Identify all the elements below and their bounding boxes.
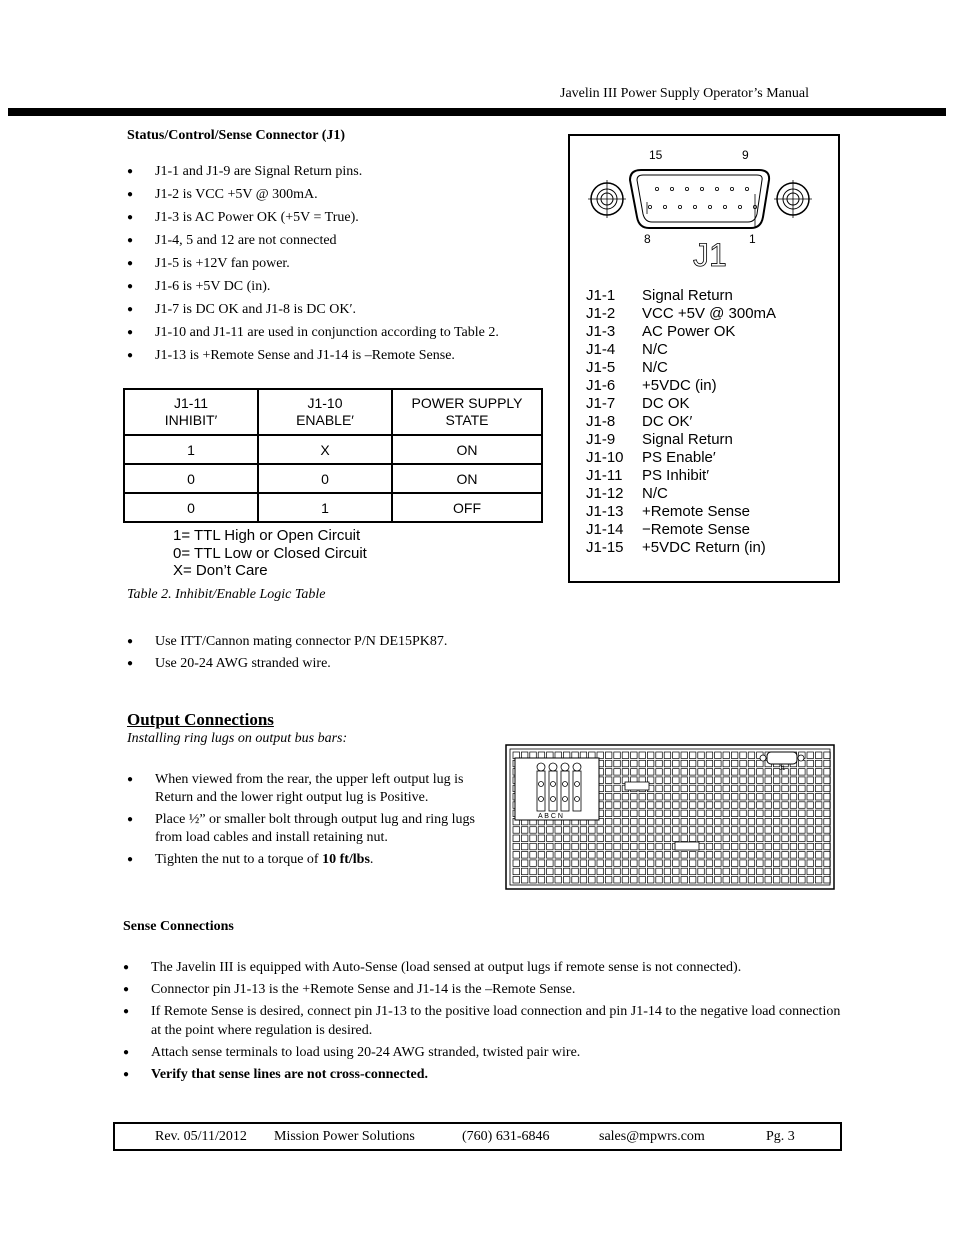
pin-desc: AC Power OK [642,323,736,340]
header-rule [8,108,946,116]
pin-desc: Signal Return [642,431,733,448]
table-header-row [124,389,542,435]
db15-connector-diagram [585,142,825,277]
pin-desc: N/C [642,359,668,376]
pin-row [586,287,776,305]
table-header-cell: POWER SUPPLY STATE [392,389,542,435]
pin-label-15: 15 [649,148,663,162]
panel-j1-label: J1 [779,766,786,772]
pin-id: J1-8 [586,413,616,430]
table-cell: X [258,435,392,464]
list-item: ● J1-10 and J1-11 are used in conjunction according to Table 2. [127,321,557,344]
pin-desc: DC OK′ [642,413,693,430]
list-item: ● Place ½” or smaller bolt through output lug and ring lugs from load cables and install retaining nut. [127,811,492,847]
pin-label-8: 8 [644,232,651,246]
list-item: ● J1-3 is AC Power OK (+5V = True). [127,206,557,229]
mounting-screw-icon [774,180,812,218]
pin-id: J1-3 [586,323,616,340]
output-section-subtitle: Installing ring lugs on output bus bars: [127,731,348,746]
table-header-cell: J1-10 ENABLE′ [258,389,392,435]
pin-id: J1-2 [586,305,616,322]
table-cell: 0 [124,464,258,493]
pin-id: J1-11 [586,467,623,484]
pin-row [655,187,748,190]
footer-company: Mission Power Solutions [274,1129,415,1144]
torque-suffix: . [369,852,374,867]
j1-bullet-list [127,160,557,367]
pin-row [586,485,776,503]
list-item: ● The Javelin III is equipped with Auto-Sense (load sensed at output lugs if remote sense is not connected). [123,958,843,977]
table-row [124,493,542,522]
pin-id: J1-14 [586,521,624,538]
legend-line: X= Don’t Care [173,562,268,579]
pin-row [586,503,776,521]
list-item: ● Attach sense terminals to load using 20-24 AWG stranded, twisted pair wire. [123,1043,843,1062]
pin-label-1: 1 [749,232,756,246]
pin-id: J1-6 [586,377,616,394]
pin-desc: VCC +5V @ 300mA [642,305,777,322]
list-item: ● J1-4, 5 and 12 are not connected [127,229,557,252]
pin-row [586,449,776,467]
pin-id: J1-7 [586,395,616,412]
table-cell: 0 [258,464,392,493]
pin-desc: +5VDC Return (in) [642,539,766,556]
pin-id: J1-1 [586,287,616,304]
j1-section-title: Status/Control/Sense Connector (J1) [127,128,346,143]
table-legend [173,527,367,580]
rear-panel-diagram [505,744,835,890]
pin-row [586,539,776,557]
pin-id: J1-5 [586,359,616,376]
list-item: ● If Remote Sense is desired, connect pin J1-13 to the positive load connection and pin J1-14 to the negative load connection at the point where regulation is desired. [123,1002,843,1040]
pin-desc: −Remote Sense [642,521,750,538]
inhibit-enable-table [123,388,543,523]
pin-assignment-list [586,287,776,557]
list-item: ● Connector pin J1-13 is the +Remote Sense and J1-14 is the –Remote Sense. [123,980,843,999]
list-item [127,851,492,869]
pin-label-9: 9 [742,148,749,162]
pin-desc: PS Enable′ [642,449,716,466]
pin-row [586,359,776,377]
pin-desc: +5VDC (in) [642,377,717,394]
table-cell: ON [392,435,542,464]
table-cell: ON [392,464,542,493]
footer-phone: (760) 631-6846 [462,1129,550,1144]
sense-section-title: Sense Connections [123,919,234,934]
pin-desc: DC OK [642,395,690,412]
output-section-title: Output Connections [127,710,274,729]
pin-id: J1-12 [586,485,624,502]
pin-row [586,377,776,395]
pin-row [586,521,776,539]
table-cell: 0 [124,493,258,522]
torque-value: 10 ft/lbs [322,852,370,867]
fuse-holder-icon [675,842,699,850]
table-cell: OFF [392,493,542,522]
table-row [124,464,542,493]
table-cell: 1 [258,493,392,522]
pin-desc: +Remote Sense [642,503,750,520]
list-item: ● J1-6 is +5V DC (in). [127,275,557,298]
list-item: ● When viewed from the rear, the upper left output lug is Return and the lower right output lug is Positive. [127,771,492,807]
page-footer [113,1122,842,1151]
pin-row [586,467,776,485]
running-header: Javelin III Power Supply Operator’s Manual [560,86,809,101]
pin-desc: Signal Return [642,287,733,304]
fuse-holder-icon [625,782,649,790]
table-row [124,435,542,464]
pin-row [586,413,776,431]
pin-row [586,341,776,359]
legend-line: 0= TTL Low or Closed Circuit [173,544,367,562]
warning-item: ● Verify that sense lines are not cross-connected. [123,1065,843,1084]
output-bullet-list [127,771,492,873]
pin-desc: N/C [642,485,668,502]
list-item: ● Use 20-24 AWG stranded wire. [127,653,547,675]
pin-id: J1-10 [586,449,624,466]
footer-email[interactable]: sales@mpwrs.com [599,1129,705,1144]
list-item: ● J1-1 and J1-9 are Signal Return pins. [127,160,557,183]
sense-bullet-list [123,958,843,1084]
footer-revision: Rev. 05/11/2012 [155,1129,247,1144]
mounting-screw-icon [588,180,626,218]
table-cell: 1 [124,435,258,464]
list-item: ● Use ITT/Cannon mating connector P/N DE15PK87. [127,631,547,653]
torque-prefix: Tighten the nut to a torque of [155,852,323,867]
pin-id: J1-4 [586,341,616,358]
footer-page-number: Pg. 3 [766,1129,795,1144]
pin-row [586,323,776,341]
mating-bullet-list [127,631,547,675]
pin-desc: N/C [642,341,668,358]
list-item: ● J1-2 is VCC +5V @ 300mA. [127,183,557,206]
pin-row [648,205,756,208]
pin-id: J1-15 [586,539,624,556]
connector-name: J1 [693,237,727,273]
table-caption: Table 2. Inhibit/Enable Logic Table [127,587,326,602]
legend-line: 1= TTL High or Open Circuit [173,527,361,544]
pin-row [586,431,776,449]
pin-id: J1-9 [586,431,616,448]
table-header-cell: J1-11 INHIBIT′ [124,389,258,435]
pin-desc: PS Inhibit′ [642,467,710,484]
pin-row [586,395,776,413]
pin-row [586,305,776,323]
phase-labels: A B C N [538,813,563,820]
list-item: ● J1-5 is +12V fan power. [127,252,557,275]
pin-id: J1-13 [586,503,624,520]
list-item: ● J1-13 is +Remote Sense and J1-14 is –Remote Sense. [127,344,557,367]
list-item: ● J1-7 is DC OK and J1-8 is DC OK′. [127,298,557,321]
